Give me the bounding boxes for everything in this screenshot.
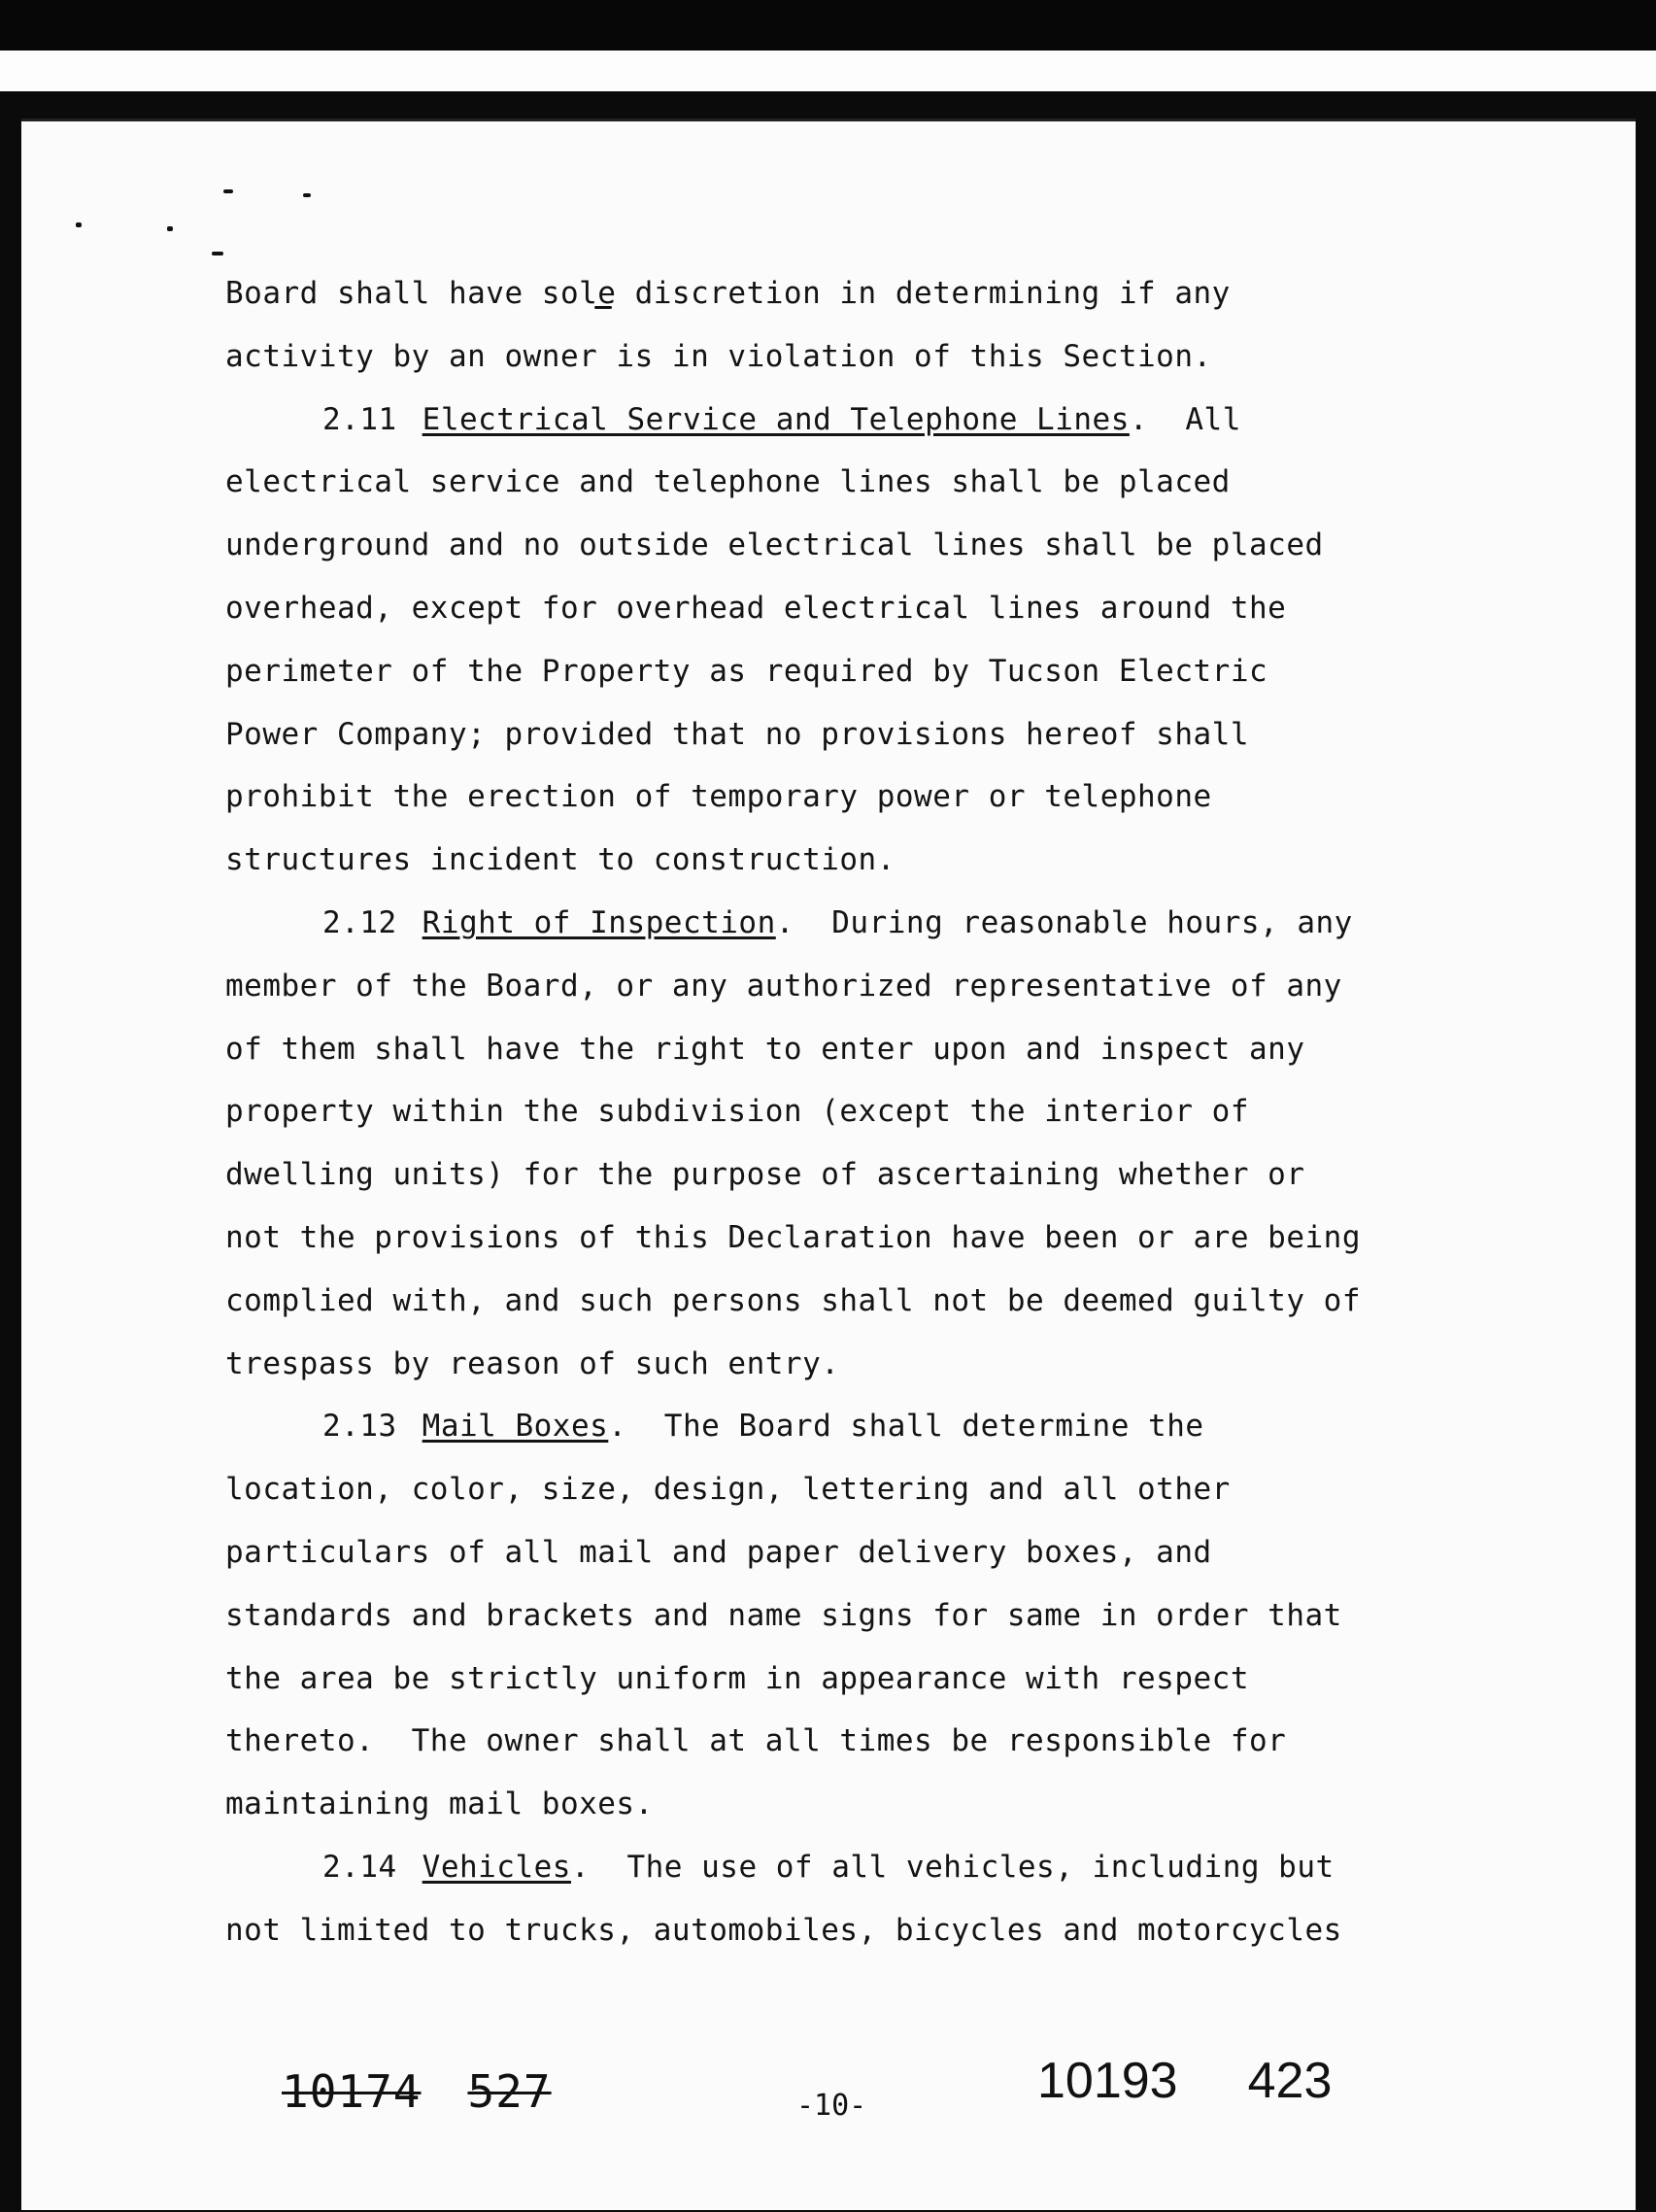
line-text: maintaining mail boxes. <box>225 1787 654 1822</box>
text-line <box>225 1458 1430 1521</box>
text-line <box>225 703 1430 766</box>
body-text <box>225 262 1430 1962</box>
text-line <box>225 640 1430 703</box>
scan-speck <box>167 226 173 231</box>
line-text: thereto. The owner shall at all times be responsible for <box>225 1723 1287 1759</box>
section-number: 2.12 <box>322 904 397 940</box>
line-text: underground and no outside electrical lines shall be placed <box>225 527 1324 563</box>
section-title: Right of Inspection <box>422 904 776 940</box>
record-stamp <box>1037 2052 1402 2110</box>
section-heading-line <box>225 1836 1430 1899</box>
docket-page: 423 <box>1247 2053 1333 2109</box>
section-number: 2.14 <box>322 1849 397 1885</box>
line-text: structures incident to construction. <box>225 842 896 878</box>
scan-top-border <box>0 0 1656 51</box>
docket-number: 10193 <box>1037 2053 1178 2109</box>
text-line <box>225 829 1430 892</box>
line-text: of them shall have the right to enter upon and inspect any <box>225 1031 1305 1067</box>
line-text: particulars of all mail and paper delivery boxes, and <box>225 1534 1212 1570</box>
text-line <box>225 514 1430 577</box>
line-text: . During reasonable hours, any <box>775 904 1353 940</box>
scan-speck <box>212 252 223 255</box>
line-text: electrical service and telephone lines shall be placed <box>225 464 1231 500</box>
line-text: perimeter of the Property as required by Tucson Electric <box>225 653 1268 689</box>
text-line <box>225 1710 1430 1773</box>
text-line <box>225 1521 1430 1584</box>
crossed-out-record-number <box>282 2065 598 2118</box>
section-title: Vehicles <box>422 1849 571 1885</box>
line-text: activity by an owner is in violation of this Section. <box>225 338 1212 374</box>
line-text: . The use of all vehicles, including but <box>570 1849 1335 1885</box>
line-text: prohibit the erection of temporary power or telephone <box>225 779 1212 815</box>
section-title: Electrical Service and Telephone Lines <box>422 401 1130 437</box>
text-line <box>225 577 1430 640</box>
old-page-number: 527 <box>467 2065 552 2118</box>
line-text: dwelling units) for the purpose of ascertaining whether or <box>225 1157 1305 1193</box>
line-text: location, color, size, design, lettering and all other <box>225 1472 1231 1508</box>
scan-speck <box>223 189 233 193</box>
text-line <box>225 325 1430 389</box>
text-line <box>225 1080 1430 1143</box>
section-title: Mail Boxes <box>422 1409 609 1445</box>
text-line <box>225 1333 1430 1396</box>
line-text: not limited to trucks, automobiles, bicycles and motorcycles <box>225 1912 1342 1948</box>
line-text: complied with, and such persons shall not be deemed guilty of <box>225 1282 1361 1318</box>
section-heading-line <box>225 892 1430 955</box>
text-line <box>225 1899 1430 1962</box>
line-text: member of the Board, or any authorized representative of any <box>225 968 1342 1004</box>
text-line <box>225 1207 1430 1270</box>
line-text: standards and brackets and name signs for same in order that <box>225 1597 1342 1633</box>
line-text: Power Company; provided that no provisions hereof shall <box>225 716 1249 752</box>
text-line <box>225 1584 1430 1648</box>
text-line <box>225 1773 1430 1836</box>
section-heading-line <box>225 389 1430 452</box>
scan-speck <box>76 222 82 227</box>
text-line <box>225 1018 1430 1081</box>
line-text: not the provisions of this Declaration have been or are being <box>225 1219 1361 1255</box>
page-number: -10- <box>796 2089 867 2123</box>
section-number: 2.13 <box>322 1409 397 1445</box>
scan-speck <box>303 193 311 197</box>
text-line <box>225 1143 1430 1207</box>
text-line <box>225 1648 1430 1711</box>
text-line <box>225 451 1430 514</box>
line-text: trespass by reason of such entry. <box>225 1345 840 1381</box>
line-text: . All <box>1129 401 1241 437</box>
text-line <box>225 955 1430 1018</box>
line-text: Board shall have sole discretion in determining if any <box>225 276 1231 311</box>
line-text: overhead, except for overhead electrical lines around the <box>225 590 1287 626</box>
line-text: property within the subdivision (except the interior of <box>225 1094 1249 1130</box>
text-line <box>225 262 1430 325</box>
section-heading-line <box>225 1395 1430 1458</box>
line-text: the area be strictly uniform in appearance with respect <box>225 1660 1249 1696</box>
text-line <box>225 766 1430 829</box>
scan-top-strip <box>0 51 1656 91</box>
line-text: . The Board shall determine the <box>608 1409 1204 1445</box>
old-docket-number: 10174 <box>282 2065 422 2118</box>
text-line <box>225 1270 1430 1333</box>
section-number: 2.11 <box>322 401 397 437</box>
